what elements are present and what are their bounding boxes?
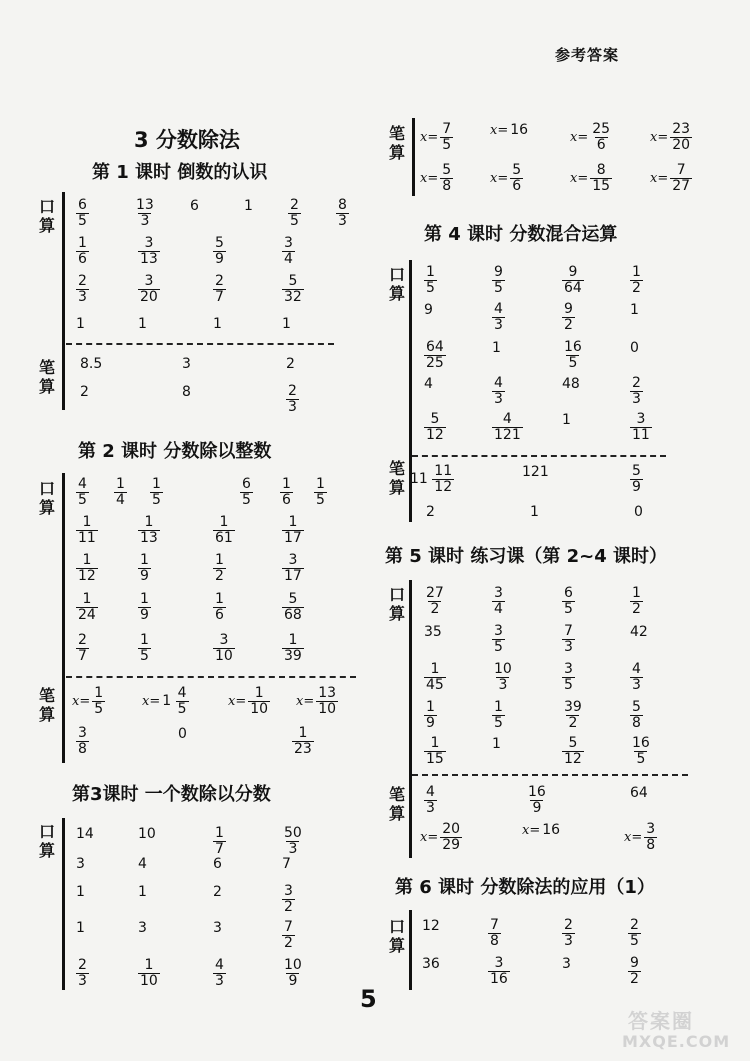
l3-oral-answer-r2-c3: $\frac{3}{2}$	[284, 883, 293, 915]
l1-written-answer-r0-c1: 3	[182, 356, 191, 372]
l5-oral-answer-r0-c2: $\frac{6}{5}$	[564, 585, 573, 617]
l3-oral-answer-r1-c3: 7	[282, 856, 291, 872]
l5-written-answer-r0-c0: $\frac{4}{3}$	[426, 784, 435, 816]
l4-oral-answer-r1-c2: $\frac{9}{2}$	[564, 301, 573, 333]
l2-oral-answer-r1-c0: $\frac{1}{11}$	[78, 514, 96, 546]
l3-oral-answer-r0-c3: $\frac{50}{3}$	[284, 825, 302, 857]
l1-oral-answer-r1-c3: $\frac{3}{4}$	[284, 235, 293, 267]
l3-oral-answer-r2-c1: 1	[138, 884, 147, 900]
l5-oral-answer-r4-c1: 1	[492, 736, 501, 752]
l6-oral-answer-r1-c1: $\frac{3}{16}$	[490, 955, 508, 987]
l4-oral-tag: 口 算	[388, 265, 405, 303]
l5-vertical-rule	[409, 580, 412, 858]
lesson-6-title: 第 6 课时 分数除法的应用（1）	[395, 877, 655, 898]
l1-oral-answer-r2-c3: $\frac{5}{32}$	[284, 273, 302, 305]
lesson-2-title: 第 2 课时 分数除以整数	[78, 441, 272, 462]
l4-oral-answer-r2-c0: $\frac{64}{25}$	[426, 339, 444, 371]
l2-oral-answer-r0-c0: $\frac{4}{5}$	[78, 476, 87, 508]
l2-oral-answer-r2-c2: $\frac{1}{2}$	[215, 552, 224, 584]
top-written-answer-r0-c1: x= 16	[490, 122, 529, 138]
l5-oral-answer-r2-c3: $\frac{4}{3}$	[632, 661, 641, 693]
l2-oral-answer-r4-c3: $\frac{1}{39}$	[284, 632, 302, 664]
l6-oral-answer-r0-c1: $\frac{7}{8}$	[490, 917, 499, 949]
l3-oral-answer-r2-c2: 2	[213, 884, 222, 900]
l3-oral-answer-r1-c2: 6	[213, 856, 222, 872]
l5-oral-answer-r4-c3: $\frac{16}{5}$	[632, 735, 650, 767]
top-written-answer-r0-c3: x= $\frac{23}{20}$	[650, 121, 691, 153]
l3-oral-answer-r4-c3: $\frac{10}{9}$	[284, 957, 302, 989]
l1-oral-answer-r1-c2: $\frac{5}{9}$	[215, 235, 224, 267]
top-written-answer-r1-c2: x= $\frac{8}{15}$	[570, 162, 611, 194]
l2-written-answer-r1-c2: $\frac{1}{23}$	[294, 725, 312, 757]
l6-oral-answer-r1-c0: 36	[422, 956, 440, 972]
l4-oral-answer-r4-c1: $\frac{4}{121}$	[494, 411, 521, 443]
watermark-logo: 答案圈	[628, 1009, 694, 1033]
l6-oral-answer-r0-c0: 12	[422, 918, 440, 934]
l2-oral-answer-r0-c1: $\frac{1}{4}$	[116, 476, 125, 508]
l5-written-answer-r1-c1: x= 16	[522, 822, 561, 838]
l5-oral-answer-r3-c0: $\frac{1}{9}$	[426, 699, 435, 731]
page-number: 5	[360, 985, 377, 1013]
l4-written-answer-r0-c0: 11 $\frac{11}{12}$	[410, 463, 453, 495]
l2-written-answer-r1-c1: 0	[178, 726, 187, 742]
l4-written-tag: 笔 算	[388, 459, 405, 497]
l1-written-answer-r1-c2: $\frac{2}{3}$	[288, 383, 297, 415]
l3-oral-answer-r0-c1: 10	[138, 826, 156, 842]
l4-dash-divider	[412, 455, 666, 457]
l5-oral-answer-r2-c1: $\frac{10}{3}$	[494, 661, 512, 693]
l5-oral-tag: 口 算	[388, 585, 405, 623]
l5-written-tag: 笔 算	[388, 785, 405, 823]
l5-oral-answer-r2-c0: $\frac{1}{45}$	[426, 661, 444, 693]
l4-oral-answer-r3-c0: 4	[424, 376, 433, 392]
l1-written-answer-r1-c1: 8	[182, 384, 191, 400]
l3-oral-answer-r3-c1: 3	[138, 920, 147, 936]
lesson-1-title: 第 1 课时 倒数的认识	[92, 162, 268, 183]
l1-oral-answer-r3-c3: 1	[282, 316, 291, 332]
l1-oral-answer-r3-c2: 1	[213, 316, 222, 332]
l2-oral-answer-r3-c0: $\frac{1}{24}$	[78, 591, 96, 623]
l5-written-answer-r0-c1: $\frac{16}{9}$	[528, 784, 546, 816]
l5-oral-answer-r1-c0: 35	[424, 624, 442, 640]
l5-oral-answer-r4-c2: $\frac{5}{12}$	[564, 735, 582, 767]
top-written-answer-r1-c1: x= $\frac{5}{6}$	[490, 162, 522, 194]
l4-written-answer-r1-c2: 0	[634, 504, 643, 520]
l4-written-answer-r1-c0: 2	[426, 504, 435, 520]
l4-oral-answer-r1-c0: 9	[424, 302, 433, 318]
l4-oral-answer-r3-c3: $\frac{2}{3}$	[632, 375, 641, 407]
l5-written-answer-r0-c2: 64	[630, 785, 648, 801]
l2-written-answer-r0-c1: x= 1 $\frac{4}{5}$	[142, 685, 187, 717]
l1-oral-answer-r3-c0: 1	[76, 316, 85, 332]
l5-oral-answer-r3-c3: $\frac{5}{8}$	[632, 699, 641, 731]
l4-written-answer-r0-c1: 121	[522, 464, 549, 480]
l3-oral-answer-r3-c3: $\frac{7}{2}$	[284, 919, 293, 951]
l3-oral-answer-r4-c2: $\frac{4}{3}$	[215, 957, 224, 989]
l1-oral-answer-r3-c1: 1	[138, 316, 147, 332]
l1-oral-answer-r0-c2: 6	[190, 198, 199, 214]
l5-oral-answer-r2-c2: $\frac{3}{5}$	[564, 661, 573, 693]
l1-oral-answer-r0-c5: $\frac{8}{3}$	[338, 197, 347, 229]
top-written-tag: 笔 算	[388, 124, 405, 162]
l1-oral-answer-r0-c4: $\frac{2}{5}$	[290, 197, 299, 229]
l2-oral-answer-r4-c1: $\frac{1}{5}$	[140, 632, 149, 664]
l5-dash-divider	[412, 774, 688, 776]
l1-vertical-rule	[62, 192, 65, 410]
l1-oral-answer-r2-c0: $\frac{2}{3}$	[78, 273, 87, 305]
l1-written-answer-r0-c0: 8.5	[80, 356, 103, 372]
l5-oral-answer-r1-c3: 42	[630, 624, 648, 640]
l6-oral-answer-r0-c2: $\frac{2}{3}$	[564, 917, 573, 949]
l4-written-answer-r1-c1: 1	[530, 504, 539, 520]
l4-oral-answer-r0-c3: $\frac{1}{2}$	[632, 264, 641, 296]
header-label: 参考答案	[555, 46, 620, 64]
l1-oral-answer-r2-c2: $\frac{2}{7}$	[215, 273, 224, 305]
l6-oral-answer-r1-c3: $\frac{9}{2}$	[630, 955, 639, 987]
l4-oral-answer-r0-c0: $\frac{1}{5}$	[426, 264, 435, 296]
l1-oral-answer-r0-c1: $\frac{13}{3}$	[136, 197, 154, 229]
l5-oral-answer-r0-c3: $\frac{1}{2}$	[632, 585, 641, 617]
l6-vertical-rule	[409, 910, 412, 990]
l2-oral-answer-r2-c1: $\frac{1}{9}$	[140, 552, 149, 584]
l1-written-tag: 笔 算	[38, 358, 55, 396]
l1-dash-divider	[66, 343, 334, 345]
l4-oral-answer-r2-c3: 0	[630, 340, 639, 356]
top-written-answer-r1-c3: x= $\frac{7}{27}$	[650, 162, 691, 194]
l2-oral-answer-r0-c4: $\frac{1}{6}$	[282, 476, 291, 508]
watermark-site: MXQE.COM	[622, 1032, 731, 1051]
l2-written-answer-r0-c3: x= $\frac{13}{10}$	[296, 685, 337, 717]
l5-oral-answer-r3-c2: $\frac{39}{2}$	[564, 699, 582, 731]
l3-oral-answer-r0-c0: 14	[76, 826, 94, 842]
l3-oral-answer-r4-c1: $\frac{1}{10}$	[140, 957, 158, 989]
l1-oral-answer-r0-c3: 1	[244, 198, 253, 214]
l3-oral-answer-r2-c0: 1	[76, 884, 85, 900]
l1-oral-answer-r2-c1: $\frac{3}{20}$	[140, 273, 158, 305]
l4-oral-answer-r3-c1: $\frac{4}{3}$	[494, 375, 503, 407]
lesson-3-title: 第3课时 一个数除以分数	[72, 784, 271, 805]
lesson-4-title: 第 4 课时 分数混合运算	[424, 224, 618, 245]
l5-written-answer-r1-c0: x= $\frac{20}{29}$	[420, 821, 461, 853]
l2-oral-answer-r2-c3: $\frac{3}{17}$	[284, 552, 302, 584]
l5-written-answer-r1-c2: x= $\frac{3}{8}$	[624, 821, 656, 853]
l3-oral-answer-r1-c0: 3	[76, 856, 85, 872]
l2-oral-answer-r3-c3: $\frac{5}{68}$	[284, 591, 302, 623]
l5-oral-answer-r1-c1: $\frac{3}{5}$	[494, 623, 503, 655]
l5-oral-answer-r3-c1: $\frac{1}{5}$	[494, 699, 503, 731]
l3-oral-tag: 口 算	[38, 822, 55, 860]
l2-oral-answer-r1-c3: $\frac{1}{17}$	[284, 514, 302, 546]
top-written-answer-r0-c0: x= $\frac{7}{5}$	[420, 121, 452, 153]
l1-oral-answer-r1-c0: $\frac{1}{6}$	[78, 235, 87, 267]
l2-written-answer-r0-c0: x= $\frac{1}{5}$	[72, 685, 104, 717]
l1-oral-answer-r0-c0: $\frac{6}{5}$	[78, 197, 87, 229]
l2-oral-tag: 口 算	[38, 479, 55, 517]
l4-oral-answer-r2-c1: 1	[492, 340, 501, 356]
l2-written-answer-r0-c2: x= $\frac{1}{10}$	[228, 685, 269, 717]
l1-written-answer-r0-c2: 2	[286, 356, 295, 372]
l5-oral-answer-r0-c1: $\frac{3}{4}$	[494, 585, 503, 617]
l4-oral-answer-r3-c2: 48	[562, 376, 580, 392]
lesson-5-title: 第 5 课时 练习课（第 2~4 课时）	[385, 546, 667, 567]
l6-oral-answer-r0-c3: $\frac{2}{5}$	[630, 917, 639, 949]
l2-dash-divider	[66, 676, 356, 678]
top-written-answer-r1-c0: x= $\frac{5}{8}$	[420, 162, 452, 194]
l1-written-answer-r1-c0: 2	[80, 384, 89, 400]
l3-vertical-rule	[62, 818, 65, 990]
l1-oral-tag: 口 算	[38, 197, 55, 235]
chapter-title: 3 分数除法	[134, 128, 240, 152]
l2-oral-answer-r0-c2: $\frac{1}{5}$	[152, 476, 161, 508]
l6-oral-tag: 口 算	[388, 917, 405, 955]
top-written-answer-r0-c2: x= $\frac{25}{6}$	[570, 121, 611, 153]
l4-oral-answer-r0-c1: $\frac{9}{5}$	[494, 264, 503, 296]
l5-oral-answer-r4-c0: $\frac{1}{15}$	[426, 735, 444, 767]
l2-oral-answer-r0-c3: $\frac{6}{5}$	[242, 476, 251, 508]
l2-written-tag: 笔 算	[38, 686, 55, 724]
l3-oral-answer-r0-c2: $\frac{1}{7}$	[215, 825, 224, 857]
l3-oral-answer-r1-c1: 4	[138, 856, 147, 872]
l6-oral-answer-r1-c2: 3	[562, 956, 571, 972]
l5-oral-answer-r1-c2: $\frac{7}{3}$	[564, 623, 573, 655]
l1-oral-answer-r1-c1: $\frac{3}{13}$	[140, 235, 158, 267]
l2-oral-answer-r3-c1: $\frac{1}{9}$	[140, 591, 149, 623]
l3-oral-answer-r3-c0: 1	[76, 920, 85, 936]
l4-oral-answer-r1-c1: $\frac{4}{3}$	[494, 301, 503, 333]
l2-oral-answer-r4-c2: $\frac{3}{10}$	[215, 632, 233, 664]
l4-oral-answer-r2-c2: $\frac{16}{5}$	[564, 339, 582, 371]
l3-oral-answer-r4-c0: $\frac{2}{3}$	[78, 957, 87, 989]
l4-oral-answer-r4-c2: 1	[562, 412, 571, 428]
l2-oral-answer-r1-c1: $\frac{1}{13}$	[140, 514, 158, 546]
top-vertical-rule	[412, 118, 415, 196]
l2-oral-answer-r1-c2: $\frac{1}{61}$	[215, 514, 233, 546]
l4-written-answer-r0-c2: $\frac{5}{9}$	[632, 463, 641, 495]
l3-oral-answer-r3-c2: 3	[213, 920, 222, 936]
l4-oral-answer-r0-c2: $\frac{9}{64}$	[564, 264, 582, 296]
l2-oral-answer-r0-c5: $\frac{1}{5}$	[316, 476, 325, 508]
l2-oral-answer-r3-c2: $\frac{1}{6}$	[215, 591, 224, 623]
l4-oral-answer-r1-c3: 1	[630, 302, 639, 318]
l2-oral-answer-r4-c0: $\frac{2}{7}$	[78, 632, 87, 664]
l4-oral-answer-r4-c3: $\frac{3}{11}$	[632, 411, 650, 443]
l5-oral-answer-r0-c0: $\frac{27}{2}$	[426, 585, 444, 617]
l2-oral-answer-r2-c0: $\frac{1}{12}$	[78, 552, 96, 584]
l4-oral-answer-r4-c0: $\frac{5}{12}$	[426, 411, 444, 443]
l2-vertical-rule	[62, 473, 65, 763]
l2-written-answer-r1-c0: $\frac{3}{8}$	[78, 725, 87, 757]
